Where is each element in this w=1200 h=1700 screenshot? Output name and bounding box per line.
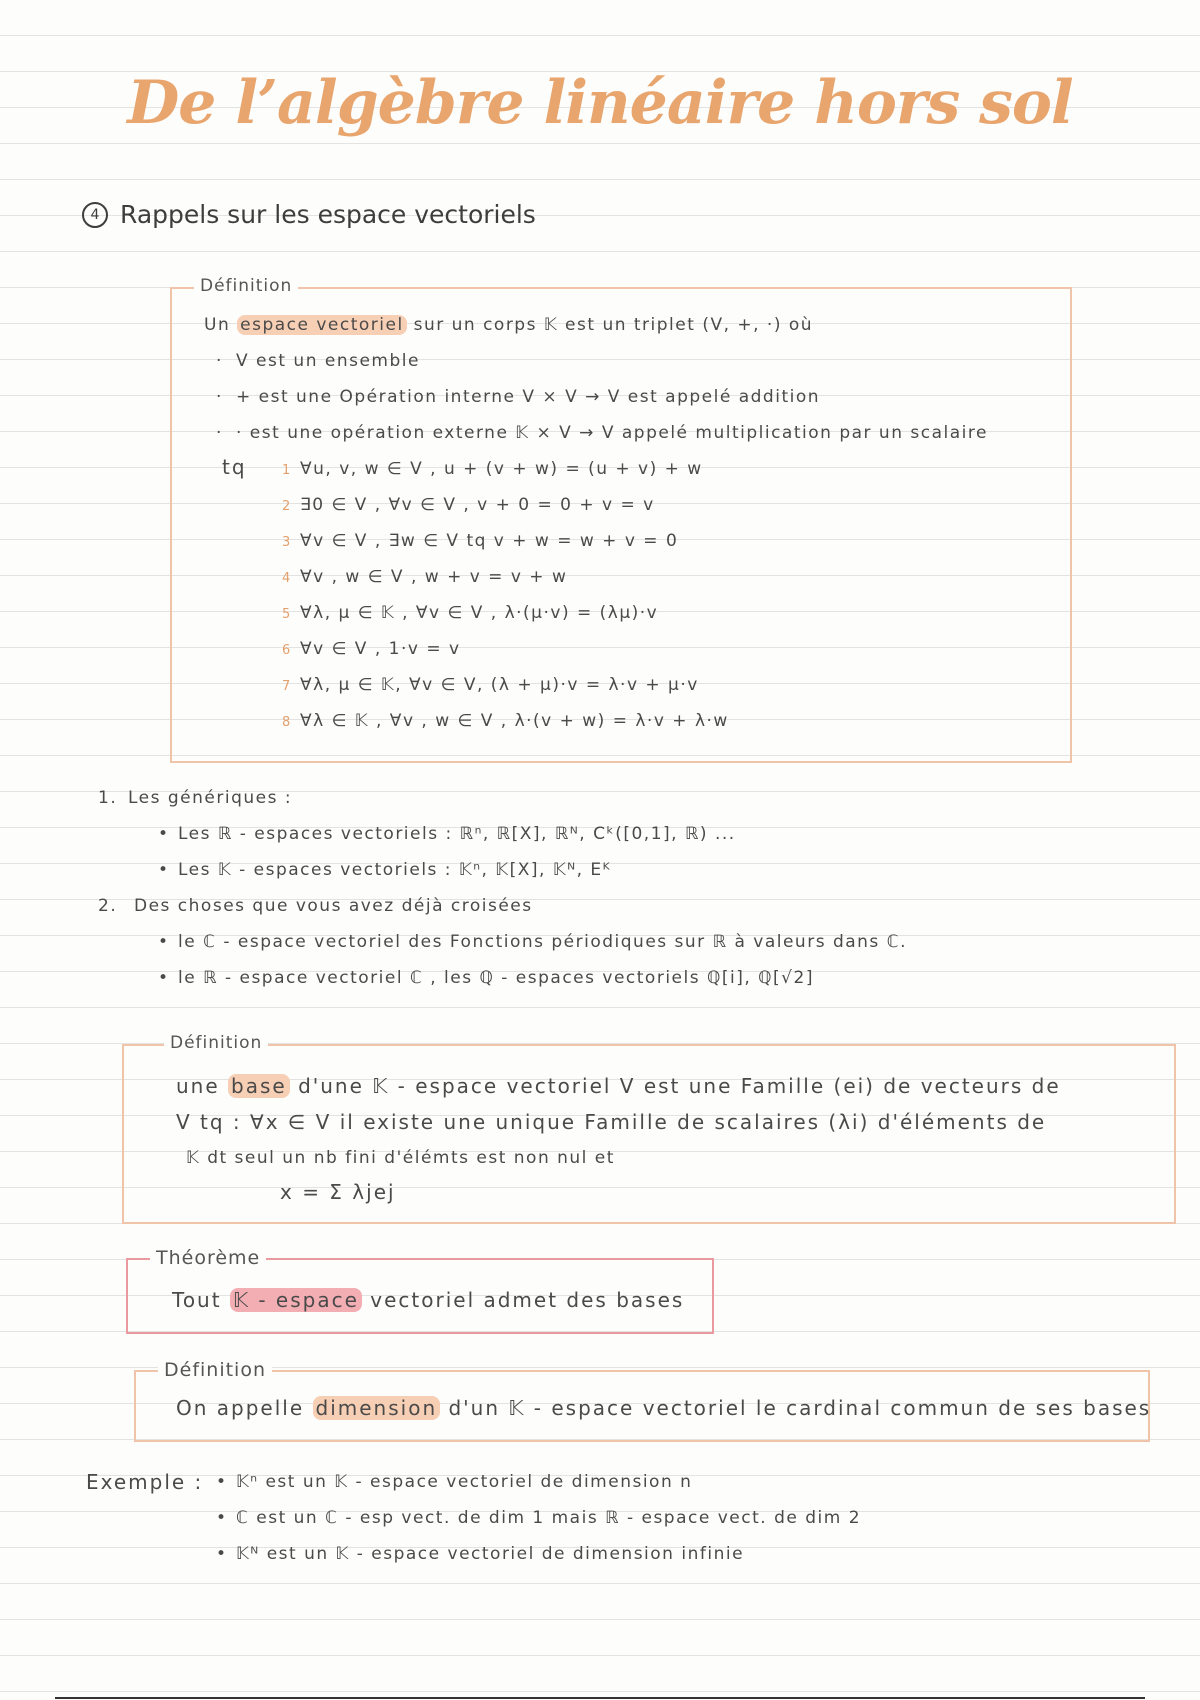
highlight-base: base xyxy=(228,1074,290,1098)
axiom-line: 8 ∀λ ∈ 𝕂 , ∀v , w ∈ V , λ·(v + w) = λ·v + λ·w xyxy=(282,711,729,731)
section-label: Rappels sur les espace vectoriels xyxy=(120,200,536,229)
definition-text: V tq : ∀x ∈ V il existe une unique Famille de scalaires (λi) d'éléments de xyxy=(176,1110,1047,1134)
example-item: • ℂ est un ℂ - esp vect. de dim 1 mais ℝ - espace vect. de dim 2 xyxy=(216,1508,862,1528)
example-item: • 𝕂ᴺ est un 𝕂 - espace vectoriel de dimension infinie xyxy=(216,1544,745,1564)
axiom-line: 6 ∀v ∈ V , 1·v = v xyxy=(282,639,461,659)
definition-formula: x = Σ λjej xyxy=(280,1180,396,1204)
highlight-dimension: dimension xyxy=(313,1396,441,1420)
section-heading xyxy=(82,200,536,229)
definition-text: On appelle dimension d'un 𝕂 - espace vectoriel le cardinal commun de ses bases xyxy=(176,1396,1152,1420)
axiom-line: 2 ∃0 ∈ V , ∀v ∈ V , v + 0 = 0 + v = v xyxy=(282,495,655,515)
section-number: 4 xyxy=(82,202,108,228)
list-item: • le ℂ - espace vectoriel des Fonctions périodiques sur ℝ à valeurs dans ℂ. xyxy=(158,932,907,952)
definition-bullet: · + est une Opération interne V × V → V est appelé addition xyxy=(216,387,821,407)
axiom-line: 7 ∀λ, μ ∈ 𝕂, ∀v ∈ V, (λ + μ)·v = λ·v + μ·v xyxy=(282,675,699,695)
definition-label: Définition xyxy=(194,276,298,296)
list-item: • Les 𝕂 - espaces vectoriels : 𝕂ⁿ, 𝕂[X], 𝕂ᴺ, Eᴷ xyxy=(158,860,612,880)
axiom-line: 3 ∀v ∈ V , ∃w ∈ V tq v + w = w + v = 0 xyxy=(282,531,679,551)
bottom-divider xyxy=(55,1697,1145,1699)
definition-text: une base d'une 𝕂 - espace vectoriel V est une Famille (ei) de vecteurs de xyxy=(176,1074,1061,1098)
definition-label: Définition xyxy=(164,1033,268,1053)
theorem-box xyxy=(126,1247,714,1334)
definition-text: 𝕂 dt seul un nb fini d'élémts est non nul et xyxy=(186,1148,615,1168)
definition-box-dimension xyxy=(134,1359,1152,1442)
list-item: • Les ℝ - espaces vectoriels : ℝⁿ, ℝ[X], ℝᴺ, Cᵏ([0,1], ℝ) ... xyxy=(158,824,736,844)
tq-label: tq xyxy=(222,455,247,479)
definition-bullet: · V est un ensemble xyxy=(216,351,420,371)
list-item: 1. Les génériques : xyxy=(98,788,293,808)
axiom-line: 4 ∀v , w ∈ V , w + v = v + w xyxy=(282,567,568,587)
theorem-label: Théorème xyxy=(150,1247,266,1269)
definition-intro: Un espace vectoriel sur un corps 𝕂 est un triplet (V, +, ·) où xyxy=(204,315,814,335)
definition-box-base xyxy=(122,1033,1176,1224)
highlight-espace-vectoriel: espace vectoriel xyxy=(237,315,407,335)
page-title: De l’algèbre linéaire hors sol xyxy=(127,68,1073,138)
axiom-line: 1 ∀u, v, w ∈ V , u + (v + w) = (u + v) + w xyxy=(282,459,703,479)
definition-label: Définition xyxy=(158,1359,272,1381)
list-item: • le ℝ - espace vectoriel ℂ , les ℚ - espaces vectoriels ℚ[i], ℚ[√2] xyxy=(158,968,814,988)
definition-box-vector-space xyxy=(170,276,1072,763)
example-item: • 𝕂ⁿ est un 𝕂 - espace vectoriel de dimension n xyxy=(216,1472,693,1492)
axiom-line: 5 ∀λ, μ ∈ 𝕂 , ∀v ∈ V , λ·(μ·v) = (λμ)·v xyxy=(282,603,659,623)
highlight-k-espace: 𝕂 - espace xyxy=(230,1288,362,1312)
theorem-text: Tout 𝕂 - espace vectoriel admet des bases xyxy=(172,1288,685,1312)
example-label: Exemple : xyxy=(86,1470,204,1494)
list-item: 2. Des choses que vous avez déjà croisées xyxy=(98,896,533,916)
definition-bullet: · · est une opération externe 𝕂 × V → V appelé multiplication par un scalaire xyxy=(216,423,988,443)
